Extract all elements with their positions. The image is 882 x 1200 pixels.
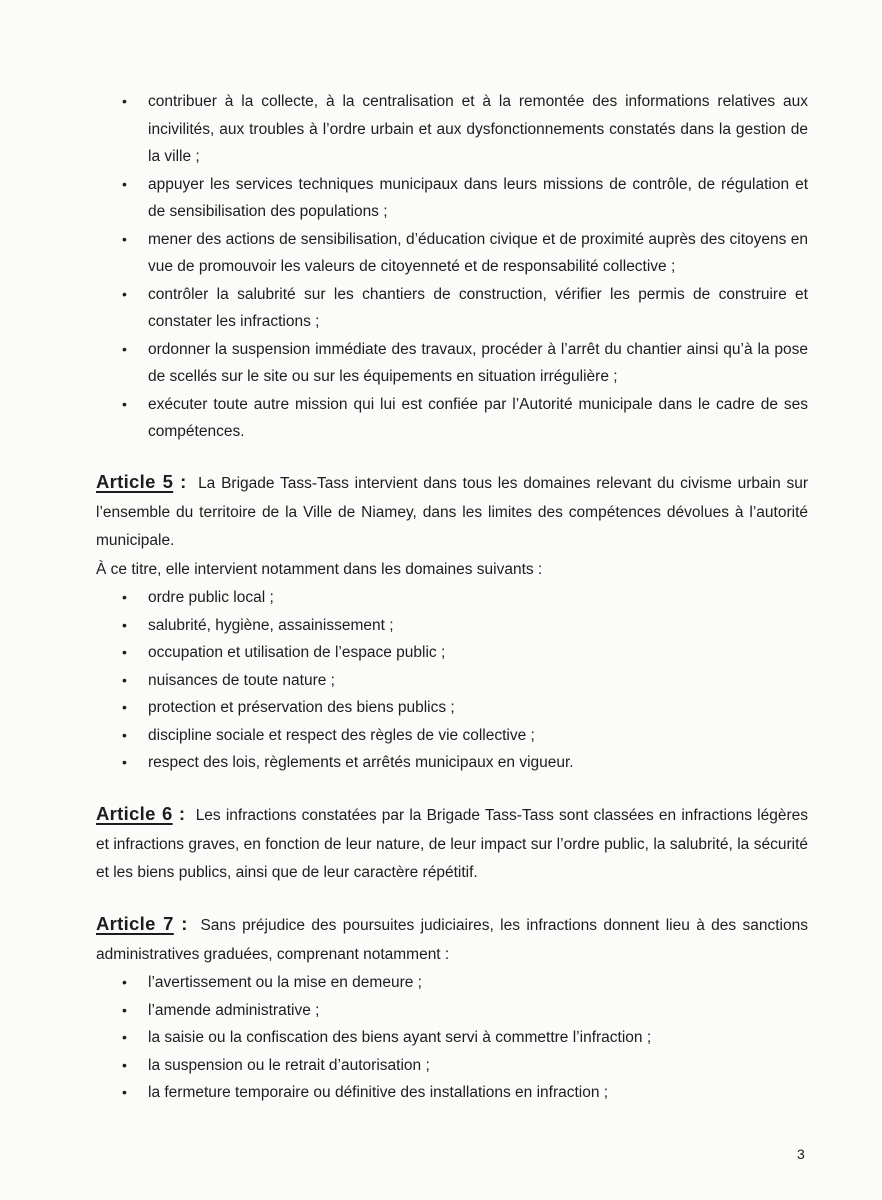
bullet-icon: •: [122, 1001, 127, 1018]
bullet-icon: •: [122, 1084, 127, 1100]
article-5-domains-list: [96, 584, 808, 777]
list-item: • appuyer les services techniques municipaux dans leurs missions de contrôle, de régulation et de sensibilisation des populations ;: [96, 171, 808, 226]
list-item: • contrôler la salubrité sur les chantiers de construction, vérifier les permis de construire et constater les infractions ;: [96, 281, 808, 336]
bullet-icon: •: [122, 974, 127, 990]
article-6-heading: Article 6 :: [96, 803, 186, 824]
article-7-paragraph: [96, 910, 808, 969]
bullet-icon: •: [122, 395, 127, 412]
list-item: • exécuter toute autre mission qui lui est confiée par l’Autorité municipale dans le cadre de ses compétences.: [96, 391, 808, 446]
article-7-sanctions-list: [96, 969, 808, 1107]
bullet-icon: •: [122, 340, 127, 357]
article-5-heading: Article 5 :: [96, 471, 187, 492]
bullet-icon: •: [122, 726, 127, 743]
article-5-intro: À ce titre, elle intervient notamment dans les domaines suivants :: [96, 560, 543, 578]
list-item: • respect des lois, règlements et arrêtés municipaux en vigueur.: [96, 749, 808, 777]
list-item: • la saisie ou la confiscation des biens ayant servi à commettre l’infraction ;: [96, 1024, 808, 1052]
list-item: • occupation et utilisation de l’espace public ;: [96, 639, 808, 667]
list-item: • discipline sociale et respect des règles de vie collective ;: [96, 722, 808, 750]
bullet-icon: •: [122, 93, 127, 109]
list-item: • mener des actions de sensibilisation, d’éducation civique et de proximité auprès des citoyens en vue de promouvoir les valeurs de citoyenneté et de responsabilité collective ;: [96, 226, 808, 281]
article-5-section: [96, 468, 808, 777]
list-item: • la fermeture temporaire ou définitive des installations en infraction ;: [96, 1079, 808, 1107]
list-item: • ordonner la suspension immédiate des travaux, procéder à l’arrêt du chantier ainsi qu’à la pose de scellés sur le site ou sur les équipements en situation irrégulière ;: [96, 336, 808, 391]
bullet-icon: •: [122, 671, 127, 688]
bullet-icon: •: [122, 754, 127, 770]
list-item: • ordre public local ;: [96, 584, 808, 612]
bullet-icon: •: [122, 699, 127, 715]
list-item: • la suspension ou le retrait d’autorisation ;: [96, 1052, 808, 1080]
bullet-icon: •: [122, 644, 127, 660]
article-6-paragraph: [96, 800, 808, 888]
missions-section: [96, 88, 808, 446]
article-7-section: [96, 910, 808, 1107]
bullet-icon: •: [122, 230, 127, 247]
article-7-heading: Article 7 :: [96, 913, 188, 934]
list-item: • contribuer à la collecte, à la centralisation et à la remontée des informations relatives aux incivilités, aux troubles à l’ordre urbain et aux dysfonctionnements constatés dans la gestion de la ville ;: [96, 88, 808, 171]
article-5-text: La Brigade Tass-Tass intervient dans tous les domaines relevant du civisme urbain sur l’ensemble du territoire de la Ville de Niamey, dans les limites des compétences dévolues à l’autorité municipale.: [96, 475, 808, 549]
list-item: • nuisances de toute nature ;: [96, 667, 808, 695]
article-6-text: Les infractions constatées par la Brigade Tass-Tass sont classées en infractions légères et infractions graves, en fonction de leur nature, de leur impact sur l’ordre public, la salubrité, la sécurité et les biens publics, ainsi que de leur caractère répétitif.: [96, 807, 808, 881]
bullet-icon: •: [122, 616, 127, 633]
list-item: • l’avertissement ou la mise en demeure ;: [96, 969, 808, 997]
missions-list: [96, 88, 808, 446]
page-number: 3: [797, 1146, 805, 1162]
list-item: • l’amende administrative ;: [96, 997, 808, 1025]
article-7-text: Sans préjudice des poursuites judiciaires, les infractions donnent lieu à des sanctions administratives graduées, comprenant notamment :: [96, 917, 808, 963]
bullet-icon: •: [122, 589, 127, 605]
bullet-icon: •: [122, 1056, 127, 1073]
bullet-icon: •: [122, 285, 127, 302]
list-item: • salubrité, hygiène, assainissement ;: [96, 612, 808, 640]
bullet-icon: •: [122, 1029, 127, 1045]
article-5-paragraph: [96, 468, 808, 556]
article-6-section: [96, 800, 808, 888]
bullet-icon: •: [122, 175, 127, 192]
list-item: • protection et préservation des biens publics ;: [96, 694, 808, 722]
